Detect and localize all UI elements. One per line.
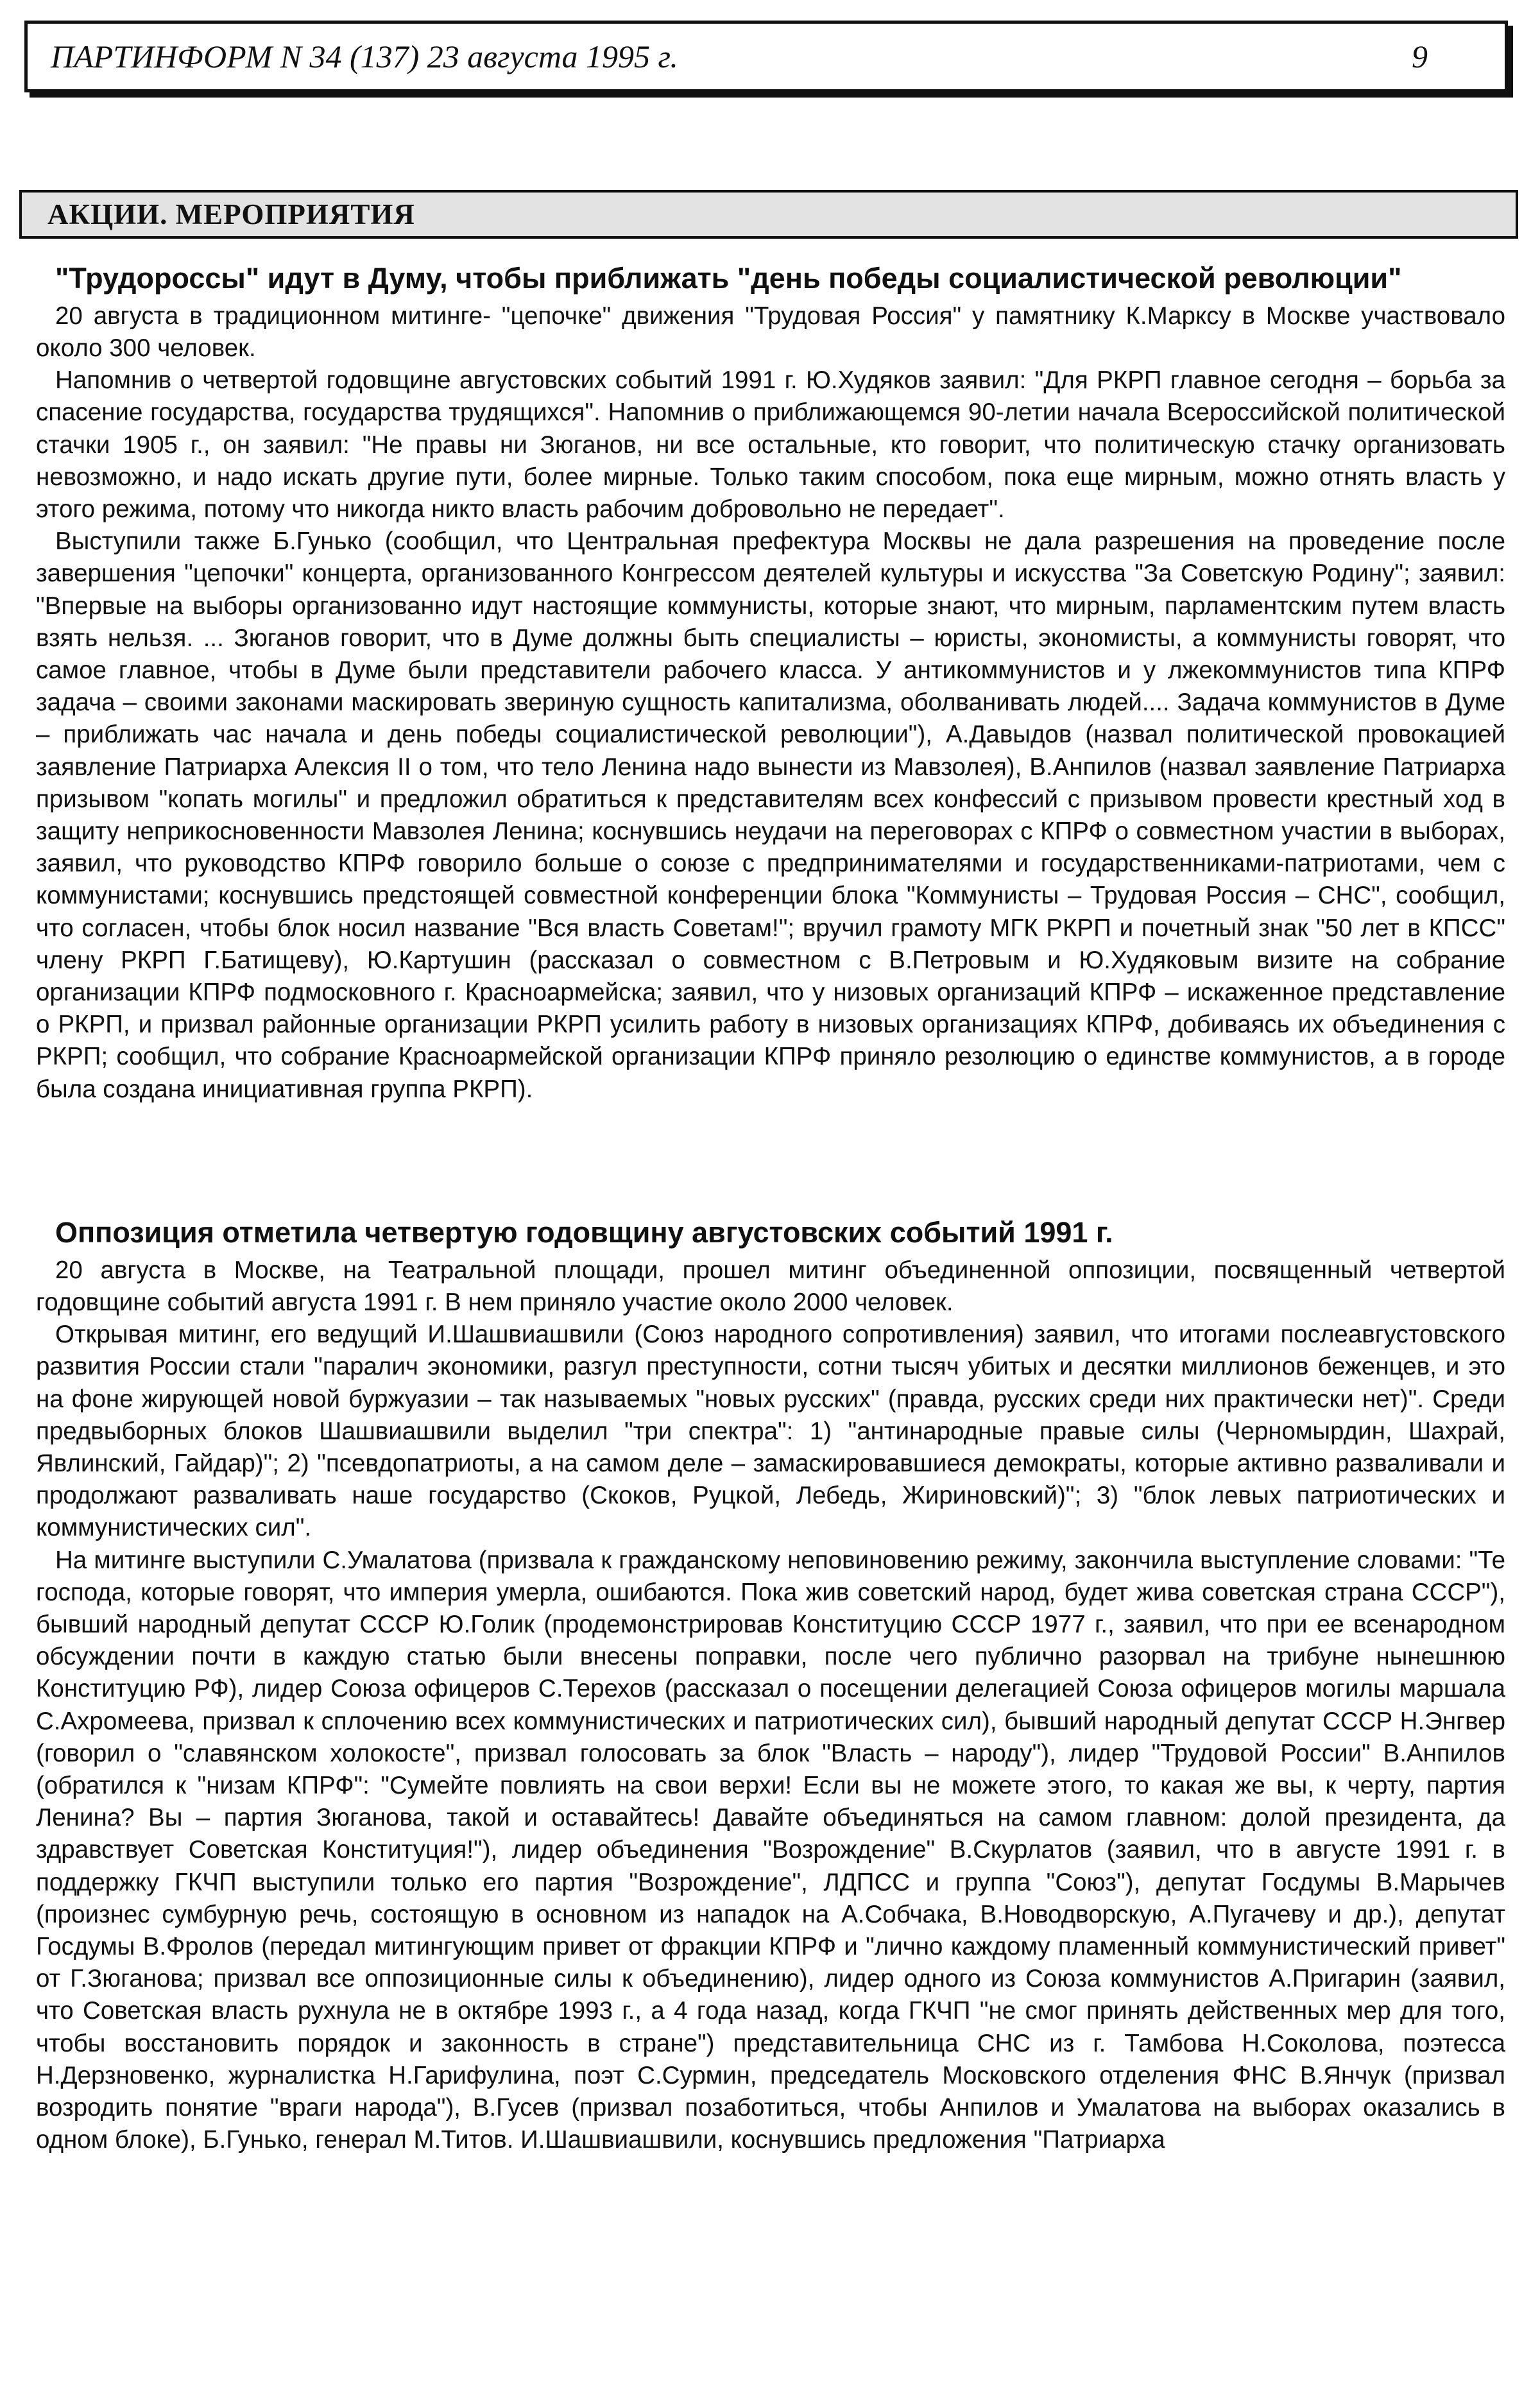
article-opposition-anniversary — [36, 1216, 1505, 2156]
article-paragraph: На митинге выступили С.Умалатова (призвала к гражданскому неповиновению режиму, закончила выступление словами: "Те господа, которые говорят, что империя умерла, ошибаются. Пока жив советский народ, будет жива советская страна СССР"), бывший народный депутат СССР Ю.Голик (продемонстрировав Конституцию СССР 1977 г., заявил, что при ее всенародном обсуждении почти в каждую статью были внесены поправки, после чего публично разорвал на трибуне нынешнюю Конституцию РФ), лидер Союза офицеров С.Терехов (рассказал о посещении делегацией Союза офицеров могилы маршала С.Ахромеева, призвал к сплочению всех коммунистических и патриотических сил), бывший народный депутат СССР Н.Энгвер (говорил о "славянском холокосте", призвал голосовать за блок "Власть – народу"), лидер "Трудовой России" В.Анпилов (обратился к "низам КПРФ": "Сумейте повлиять на свои верхи! Если вы не можете этого, то какая же вы, к черту, партия Ленина? Вы – партия Зюганова, такой и оставайтесь! Давайте объединяться на самом главном: долой президента, да здравствует Советская Конституция!"), лидер объединения "Возрождение" В.Скурлатов (заявил, что в августе 1991 г. в поддержку ГКЧП выступили только его партия "Возрождение", ЛДПСС и группа "Союз"), депутат Госдумы В.Марычев (произнес сумбурную речь, состоящую в основном из нападок на А.Собчака, В.Новодворскую, А.Пугачеву и др.), депутат Госдумы В.Фролов (передал митингующим привет от фракции КПРФ и "лично каждому пламенный коммунистический привет" от Г.Зюганова; призвал все оппозиционные силы к объединению), лидер одного из Союза коммунистов А.Пригарин (заявил, что Советская власть рухнула не в октябре 1993 г., а 4 года назад, когда ГКЧП "не смог принять действенных мер для того, чтобы восстановить порядок и законность в стране") представительница СНС из г. Тамбова Н.Соколова, поэтесса Н.Дерзновенко, журналистка Н.Гарифулина, поэт С.Сурмин, председатель Московского отделения ФНС В.Янчук (призвал возродить понятие "враги народа"), В.Гусев (призвал позаботиться, чтобы Анпилов и Умалатова на выборах оказались в одном блоке), Б.Гунько, генерал М.Титов. И.Шашвиашвили, коснувшись предложения "Патриарха — [36, 1546, 1505, 2154]
article-paragraph: 20 августа в Москве, на Театральной площади, прошел митинг объединенной оппозиции, посвященный четвертой годовщине событий августа 1991 г. В нем приняло участие около 2000 человек. — [36, 1256, 1505, 1316]
article-paragraph: Напомнив о четвертой годовщине августовских событий 1991 г. Ю.Худяков заявил: "Для РКРП главное сегодня – борьба за спасение государства, государства трудящихся". Напомнив о приближающемся 90-летии начала Всероссийской политической стачки 1905 г., он заявил: "Не правы ни Зюганов, ни все остальные, кто говорит, что политическую стачку организовать невозможно, и надо искать другие пути, более мирные. Только таким способом, пока еще мирным, можно отнять власть у этого режима, потому что никогда никто власть рабочим добровольно не передает". — [36, 366, 1505, 523]
article-paragraph: Выступили также Б.Гунько (сообщил, что Центральная префектура Москвы не дала разрешения на проведение после завершения "цепочки" концерта, организованного Конгрессом деятелей культуры и искусства "За Советскую Родину"; заявил: "Впервые на выборы организованно идут настоящие коммунисты, которые знают, что мирным, парламентским путем власть взять нельзя. ... Зюганов говорит, что в Думе должны быть специалисты – юристы, экономисты, а коммунисты говорят, что самое главное, чтобы в Думе были представители рабочего класса. У антикоммунистов и у лжекоммунистов типа КПРФ задача – своими законами маскировать звериную сущность капитализма, оболванивать людей.... Задача коммунистов в Думе – приближать час начала и день победы социалистической революции"), А.Давыдов (назвал политической провокацией заявление Патриарха Алексия II о том, что тело Ленина надо вынести из Мавзолея), В.Анпилов (назвал заявление Патриарха призывом "копать могилы" и предложил обратиться к представителям всех конфессий с призывом провести крестный ход в защиту неприкосновенности Мавзолея Ленина; коснувшись неудачи на переговорах с КПРФ о совместном участии в выборах, заявил, что руководство КПРФ говорило больше о союзе с предпринимателями и государственниками-патриотами, чем с коммунистами; коснувшись предстоящей совместной конференции блока "Коммунисты – Трудовая Россия – СНС", сообщил, что согласен, чтобы блок носил название "Вся власть Советам!"; вручил грамоту МГК РКРП и почетный знак "50 лет в КПСС" члену РКРП Г.Батищеву), Ю.Картушин (рассказал о совместном с В.Петровым и Ю.Худяковым визите на собрание организации КПРФ подмосковного г. Красноармейска; заявил, что у низовых организаций КПРФ – искаженное представление о РКРП, и призвал районные организации РКРП усилить работу в низовых организациях КПРФ, добиваясь их объединения с РКРП; сообщил, что собрание Красноармейской организации КПРФ приняло резолюцию о единстве коммунистов, а в городе была создана инициативная группа РКРП). — [36, 527, 1505, 1103]
section-heading — [19, 190, 1518, 239]
article-paragraph: Открывая митинг, его ведущий И.Шашвиашвили (Союз народного сопротивления) заявил, что итогами послеавгустовского развития России стали "паралич экономики, разгул преступности, сотни тысяч убитых и десятки миллионов беженцев, и это на фоне жирующей новой буржуазии – так называемых "новых русских" (правда, русских среди них практически нет)". Среди предвыборных блоков Шашвиашвили выделил "три спектра": 1) "антинародные правые силы (Черномырдин, Шахрай, Явлинский, Гайдар)"; 2) "псевдопатриоты, а на самом деле – замаскировавшиеся демократы, которые активно разваливали и продолжают разваливать наше государство (Скоков, Руцкой, Лебедь, Жириновский)"; 3) "блок левых патриотических и коммунистических сил". — [36, 1321, 1505, 1542]
page-header — [24, 21, 1508, 92]
article-trudorossy — [36, 262, 1505, 1106]
page-number: 9 — [1412, 39, 1428, 74]
article-headline: Оппозиция отметила четвертую годовщину августовских событий 1991 г. — [55, 1216, 1113, 1249]
article-headline: "Трудороссы" идут в Думу, чтобы приближать "день победы социалистической революции" — [55, 262, 1402, 295]
article-paragraph: 20 августа в традиционном митинге- "цепочке" движения "Трудовая Россия" у памятнику К.Марксу в Москве участвовало около 300 человек. — [36, 302, 1505, 362]
publication-title: ПАРТИНФОРМ N 34 (137) 23 августа 1995 г. — [51, 39, 678, 74]
section-title: АКЦИИ. МЕРОПРИЯТИЯ — [47, 198, 415, 230]
